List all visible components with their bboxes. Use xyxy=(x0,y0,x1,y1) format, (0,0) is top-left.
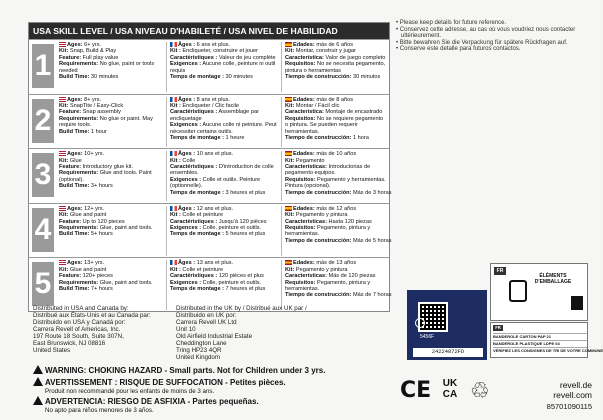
build-time-label: Temps de montage : 7 heures et plus xyxy=(170,286,266,293)
dist-line: Distribuido en USA y Canadá por: xyxy=(33,319,126,326)
fr-flag-icon xyxy=(170,260,177,265)
dist-line: Carrera Revell UK Ltd xyxy=(176,319,237,326)
requirements-label: Requisitos: Pegamento, pintura y herramientas. xyxy=(285,225,371,238)
spanish-column xyxy=(281,151,392,201)
warning-triangle-icon xyxy=(33,365,43,374)
spanish-column xyxy=(281,205,392,256)
dist-line: United Kingdom xyxy=(176,354,221,361)
level-number: 3 xyxy=(32,153,54,197)
build-time-label: Tiempo de construcción: 1 hora xyxy=(285,135,369,142)
dist-line: Unit 10 xyxy=(176,326,196,333)
kit-label: Kit : Encliqueter, construire et jouer xyxy=(170,48,258,55)
warning-es: ADVERTENCIA: RIESGO DE ASFIXIA - Partes pequeñas. No apto para niños menores de 3 años. xyxy=(33,396,363,414)
feature-label: Feature: Snap assembly xyxy=(59,109,121,116)
kit-label: Kit: Pegamento y pintura xyxy=(285,212,348,219)
distributor-uk xyxy=(176,305,326,361)
dist-line: Carrera Revell of Americas, Inc. xyxy=(33,326,121,333)
kit-label: Kit : Colle et peinture xyxy=(170,266,224,273)
feature-label: Caractéristiques : Jusqu'à 120 pièces xyxy=(170,218,267,225)
kit-label: Kit: Glue and paint xyxy=(59,266,107,273)
english-column xyxy=(59,151,163,201)
us-flag-icon xyxy=(59,42,66,47)
us-flag-icon xyxy=(59,151,66,156)
website-com: revell.com xyxy=(553,390,592,400)
level-number: 2 xyxy=(32,99,54,143)
dist-line: Old Airfield Industrial Estate xyxy=(176,333,253,340)
build-time-label: Build Time: 7+ hours xyxy=(59,286,113,293)
kit-label: Kit: Snap, Build & Play xyxy=(59,48,117,55)
feature-label: Característica: Montaje de encastrado xyxy=(285,109,383,116)
dist-line: Distributed in the UK by / Distribué aux UK par / Distribuido en UK por: xyxy=(176,305,307,319)
skill-level-table xyxy=(28,22,390,312)
fr-flag-icon xyxy=(170,206,177,211)
build-time-label: Build Time: 5+ hours xyxy=(59,231,113,238)
note-es: • Conserve este detalle para futuros contactos. xyxy=(396,46,521,53)
us-flag-icon xyxy=(59,97,66,102)
dist-line: 197 Route 18 South, Suite 307N, xyxy=(33,333,124,340)
es-flag-icon xyxy=(285,42,292,47)
requirements-label: Requisitos: Pegamento y herramientas. Pintura (opcional). xyxy=(285,176,386,190)
ages-label: Âges : 12 ans et plus. xyxy=(170,206,279,212)
skill-level-header: USA SKILL LEVEL / USA NIVEAU D'HABILETÉ / USA NIVEL DE HABILIDAD xyxy=(29,23,389,39)
spanish-column xyxy=(281,260,392,310)
warning-triangle-icon xyxy=(33,396,43,405)
kit-label: Kit: Pegamento xyxy=(285,157,325,164)
spanish-column xyxy=(281,42,387,92)
ages-label: Âges : 8 ans et plus. xyxy=(170,97,279,103)
triman-icon xyxy=(509,280,527,302)
ages-label: Edades: más de 8 años xyxy=(285,97,387,103)
build-time-label: Temps de montage : 30 minutes xyxy=(170,74,253,81)
ages-label: Edades: más de 12 años xyxy=(285,206,387,212)
ages-label: Ages: 6+ yrs. xyxy=(59,42,163,48)
reference-notes xyxy=(396,20,596,53)
french-column xyxy=(166,206,279,256)
ages-label: Ages: 12+ yrs. xyxy=(59,206,163,212)
requirements-label: Requirements: Glue and tools. Paint (optional). xyxy=(59,170,152,183)
requirements-label: Exigences : Colle, peinture et outils. xyxy=(170,225,262,232)
qr-code xyxy=(418,302,448,332)
distributor-usa-canada xyxy=(33,305,173,354)
build-time-label: Build Time: 3+ hours xyxy=(59,183,113,190)
recycling-row: VÉRIFIEZ LES CONSIGNES DE TRI DE VOTRE COMMUNE xyxy=(493,348,603,353)
ages-label: Ages: 10+ yrs. xyxy=(59,151,163,157)
feature-label: Caractéristiques : Valeur de jeu complète xyxy=(170,54,276,61)
french-column xyxy=(166,260,279,310)
article-number: 85701090115 xyxy=(546,402,592,411)
ages-label: Ages: 13+ yrs. xyxy=(59,260,163,266)
skill-level-row xyxy=(29,39,389,93)
requirements-label: Requisitos: No se requiere pegamento o pintura. Se pueden requerir herramientas. xyxy=(285,115,384,135)
requirements-label: Requisitos: Pegamento, pintura y herramientas. xyxy=(285,279,371,293)
french-column xyxy=(166,97,279,147)
websites xyxy=(512,380,592,400)
build-time-label: Tiempo de construcción: 30 minutos xyxy=(285,74,381,81)
kit-label: Kit: Glue xyxy=(59,157,82,164)
dist-line: East Brunswick, NJ 08816 xyxy=(33,340,106,347)
ages-label: Edades: más de 6 años xyxy=(285,42,387,48)
us-flag-icon xyxy=(59,260,66,265)
kit-label: Kit: Montar / Fácil clic xyxy=(285,103,340,109)
recycling-bin-icon xyxy=(571,296,583,310)
feature-label: Características: Introductorias de pegamento equipos. xyxy=(285,164,371,177)
kit-label: Kit : Encliqueter / Clic facile xyxy=(170,103,240,109)
french-column xyxy=(166,151,279,201)
level-number: 5 xyxy=(32,262,54,306)
recycling-row: BANDEROLE CARTON PAP 21 xyxy=(493,333,587,339)
kit-label: Kit : Colle xyxy=(170,157,196,164)
build-time-label: Tiempo de construcción: Más de 7 horas xyxy=(285,292,392,299)
feature-label: Características: Más de 120 piezas xyxy=(285,273,376,280)
feature-label: Característica: Valor de juego completo xyxy=(285,54,386,61)
requirements-label: Requirements: No glue, paint or tools needed xyxy=(59,61,155,74)
feature-label: Caractéristiques : 120 pièces et plus xyxy=(170,273,264,280)
build-time-label: Build Time: 30 minutes xyxy=(59,74,119,81)
es-flag-icon xyxy=(285,97,292,102)
build-time-label: Tiempo de construcción: Más de 5 horas xyxy=(285,237,392,244)
kit-label: Kit: Montar, construir y jugar xyxy=(285,48,356,55)
spanish-column xyxy=(281,97,387,147)
build-time-label: Tiempo de construcción: Más de 3 horas xyxy=(285,189,392,196)
feature-label: Feature: 120+ pieces xyxy=(59,273,113,280)
fr-flag-icon xyxy=(170,97,177,102)
es-flag-icon xyxy=(285,260,292,265)
dist-line: United States xyxy=(33,347,71,354)
ages-label: Âges : 13 ans et plus. xyxy=(170,260,279,266)
feature-label: Feature: Introductory glue kit. xyxy=(59,164,134,170)
build-time-label: Temps de montage : 3 heures et plus xyxy=(170,189,266,196)
recycle-icon: ♲ xyxy=(470,378,490,403)
es-flag-icon xyxy=(285,151,292,156)
english-column xyxy=(59,42,163,92)
recycling-table xyxy=(490,322,603,358)
dist-line: Distribué aux États-Unis et au Canada par: xyxy=(33,312,151,319)
requirements-label: Requirements: No glue or paint. May require tools. xyxy=(59,115,153,129)
note-de: • Bitte bewahren Sie die Verpackung für spätere Rückfragen auf. xyxy=(396,39,568,46)
level-number: 1 xyxy=(32,44,54,88)
ages-label: Âges : 10 ans et plus. xyxy=(170,151,279,157)
serial-label: 24224872FD xyxy=(413,348,483,357)
feature-label: Feature: Up to 120 pieces xyxy=(59,218,125,225)
feature-label: Caractéristiques : D'introduction de colle ensembles. xyxy=(170,164,274,177)
packaging-elements-label: ÉLÉMENTS D'EMBALLAGE xyxy=(534,273,572,285)
skill-level-row xyxy=(29,94,389,148)
ages-label: Edades: más de 13 años xyxy=(285,260,387,266)
fr-flag-icon xyxy=(170,42,177,47)
dist-line: Distributed in USA and Canada by: xyxy=(33,305,129,312)
kit-label: Kit: SnapTite / Easy-Click xyxy=(59,103,124,109)
triman-box xyxy=(490,263,588,321)
fr-flag-icon xyxy=(170,151,177,156)
level-number: 4 xyxy=(32,208,54,252)
dist-line: Cheddington Lane xyxy=(176,340,227,347)
requirements-label: Requirements: Glue, paint and tools. xyxy=(59,225,153,232)
qr-code-text: 5456F xyxy=(420,334,435,340)
us-flag-icon xyxy=(59,206,66,211)
website-de: revell.de xyxy=(559,380,592,390)
skill-level-row xyxy=(29,148,392,202)
note-fr: • Conservez cette adresse, au cas où vous voudriez nous contacter ultérieurement. xyxy=(396,26,576,40)
kit-label: Kit : Colle et peinture xyxy=(170,212,224,219)
requirements-label: Requisitos: No se necesita pegamento, pintura o herramientas xyxy=(285,61,386,74)
recycling-row: BANDEROLE PLASTIQUE LDPE 04 xyxy=(493,340,587,346)
feature-label: Feature: Full play value xyxy=(59,54,119,61)
warning-triangle-icon xyxy=(33,377,43,386)
hologram-seal-icon xyxy=(415,318,425,328)
english-column xyxy=(59,97,163,147)
requirements-label: Exigences : Aucune colle ni peinture. Peut nécessiter certains outils. xyxy=(170,122,277,135)
es-flag-icon xyxy=(285,206,292,211)
requirements-label: Exigences : Colle, peinture et outils. xyxy=(170,279,262,286)
country-badge: FR xyxy=(494,267,506,275)
ages-label: Âges : 6 ans et plus. xyxy=(170,42,279,48)
ukca-mark: UK CA xyxy=(442,378,458,400)
feature-label: Caractéristiques : Assemblage par encliquetage xyxy=(170,109,259,122)
build-time-label: Build Time: 1 hour xyxy=(59,128,107,135)
warning-en: WARNING: CHOKING HAZARD - Small parts. Not for Children under 3 yrs. xyxy=(33,365,363,376)
requirements-label: Exigences : Colle et outils. Peinture (optionnelle). xyxy=(170,176,261,190)
build-time-label: Temps de montage : 1 heure xyxy=(170,135,245,142)
country-badge: FR xyxy=(493,325,503,331)
note-en: • Please keep details for future reference. xyxy=(396,20,507,26)
ce-mark: CE xyxy=(400,378,432,403)
requirements-label: Exigences : Aucune colle, peinture ni outil requis xyxy=(170,61,276,74)
build-time-label: Temps de montage : 5 heures et plus xyxy=(170,231,266,238)
skill-level-row xyxy=(29,257,392,311)
english-column xyxy=(59,206,163,256)
dist-line: Tring HP23 4QR xyxy=(176,347,222,354)
french-column xyxy=(166,42,279,92)
kit-label: Kit: Pegamento y pintura xyxy=(285,266,348,273)
ages-label: Ages: 8+ yrs. xyxy=(59,97,163,103)
feature-label: Características: Hasta 120 piezas xyxy=(285,218,372,225)
ages-label: Edades: más de 10 años xyxy=(285,151,387,157)
skill-level-row xyxy=(29,203,392,257)
requirements-label: Requirements: Glue, paint and tools. xyxy=(59,279,153,286)
warning-fr: AVERTISSEMENT : RISQUE DE SUFFOCATION - Petites pièces. Produit non recommandé pour les enfants de moins de 3 ans. xyxy=(33,377,363,395)
english-column xyxy=(59,260,163,310)
kit-label: Kit: Glue and paint xyxy=(59,212,107,219)
